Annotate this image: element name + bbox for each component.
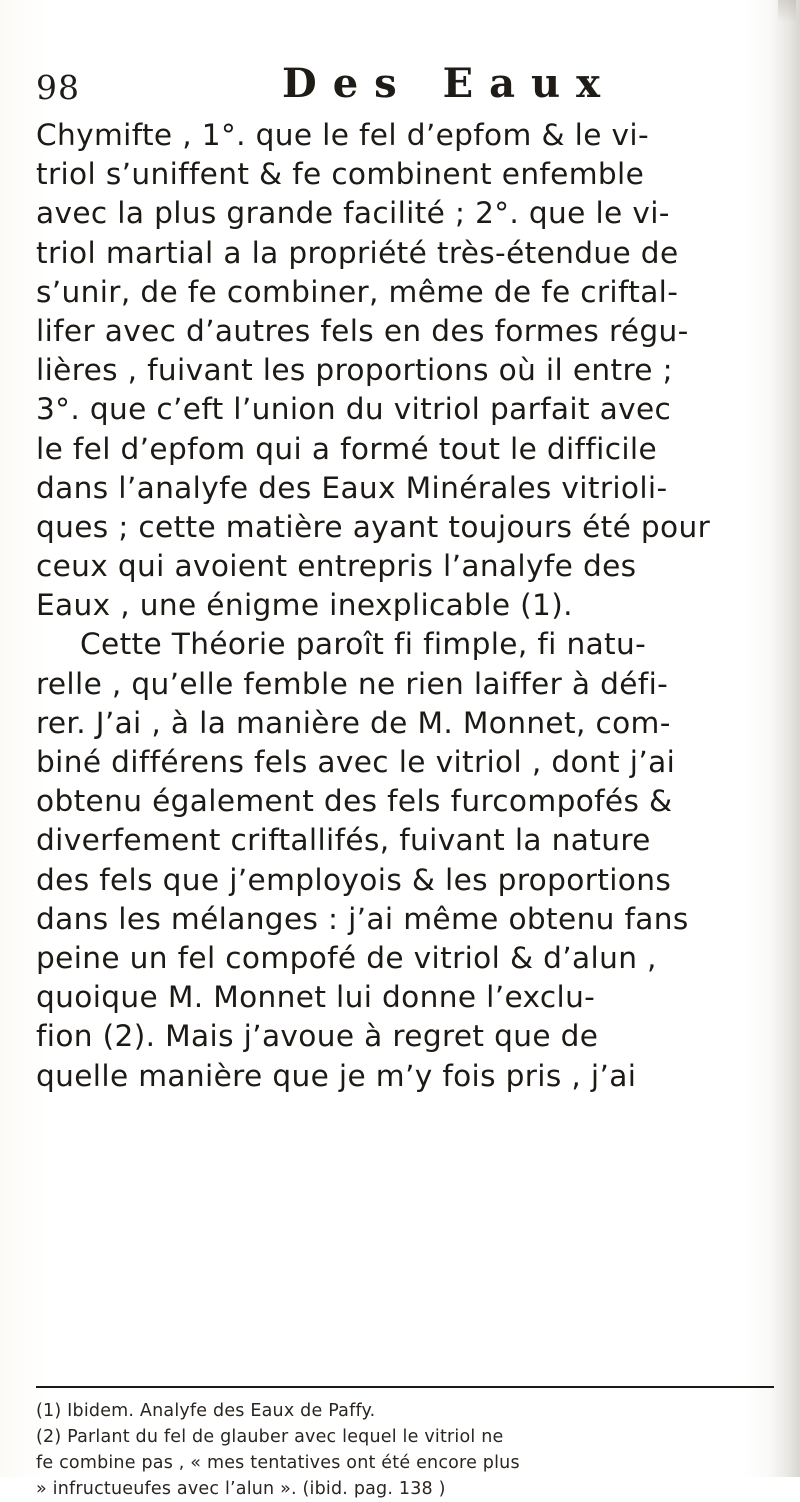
text-line: dans les mélanges : j’ai même obtenu fans (36, 901, 689, 936)
text-line: dans l’analyfe des Eaux Minérales vitrioli- (36, 470, 668, 505)
running-head: Des Eaux (282, 60, 616, 107)
text-line: obtenu également des fels furcompofés & (36, 784, 673, 819)
text-line: diverfement criftallifés, fuivant la nature (36, 823, 651, 858)
footnote-line: » infructueufes avec l’alun ». (ibid. pag. 138 ) (36, 1479, 446, 1499)
text-line: avec la plus grande facilité ; 2°. que le vi- (36, 196, 670, 231)
footnote-divider (36, 1383, 774, 1391)
text-line: quelle manière que je m’y fois pris , j’ai (36, 1058, 637, 1093)
text-line: ques ; cette matière ayant toujours été pour (36, 509, 711, 544)
text-line: ceux qui avoient entrepris l’analyfe des (36, 549, 637, 584)
text-line: peine un fel compofé de vitriol & d’alun , (36, 940, 657, 975)
text-line: 3°. que c’eft l’union du vitriol parfait avec (36, 392, 672, 427)
text-line: biné différens fels avec le vitriol , dont j’ai (36, 745, 676, 779)
text-line: des fels que j’employois & les proportions (36, 862, 672, 897)
text-line: lières , fuivant les proportions où il entre ; (36, 353, 673, 388)
text-line: lifer avec d’autres fels en des formes régu- (36, 313, 689, 348)
page-header (36, 60, 776, 116)
text-line: Chymifte , 1°. que le fel d’epfom & le vi- (36, 118, 649, 152)
footnotes (36, 1398, 780, 1502)
text-line: Cette Théorie paroît fi fimple, fi natu- (80, 627, 647, 662)
text-line: triol martial a la propriété très-étendue de (36, 235, 679, 270)
footnote-line: fe combine pas , « mes tentatives ont été encore plus (36, 1453, 520, 1473)
divider-line (36, 1386, 774, 1388)
footnote-line: (2) Parlant du fel de glauber avec lequel le vitriol ne (36, 1427, 504, 1447)
text-line: le fel d’epfom qui a formé tout le difficile (36, 431, 658, 466)
page-corner-stain (778, 0, 796, 22)
footnote-line: (1) Ibidem. Analyfe des Eaux de Paffy. (36, 1401, 376, 1421)
text-line: rer. J’ai , à la manière de M. Monnet, com- (36, 705, 671, 740)
text-line: relle , qu’elle femble ne rien laiffer à défi- (36, 666, 669, 701)
text-line: s’unir, de fe combiner, même de fe criftal- (36, 274, 679, 309)
text-line: Eaux , une énigme inexplicable (1). (36, 588, 573, 623)
text-line: quoique M. Monnet lui donne l’exclu- (36, 980, 596, 1015)
page-number: 98 (36, 68, 80, 107)
text-line: fion (2). Mais j’avoue à regret que de (36, 1019, 599, 1054)
body-text (36, 116, 780, 1096)
text-line: triol s’uniffent & fe combinent enfemble (36, 157, 645, 192)
